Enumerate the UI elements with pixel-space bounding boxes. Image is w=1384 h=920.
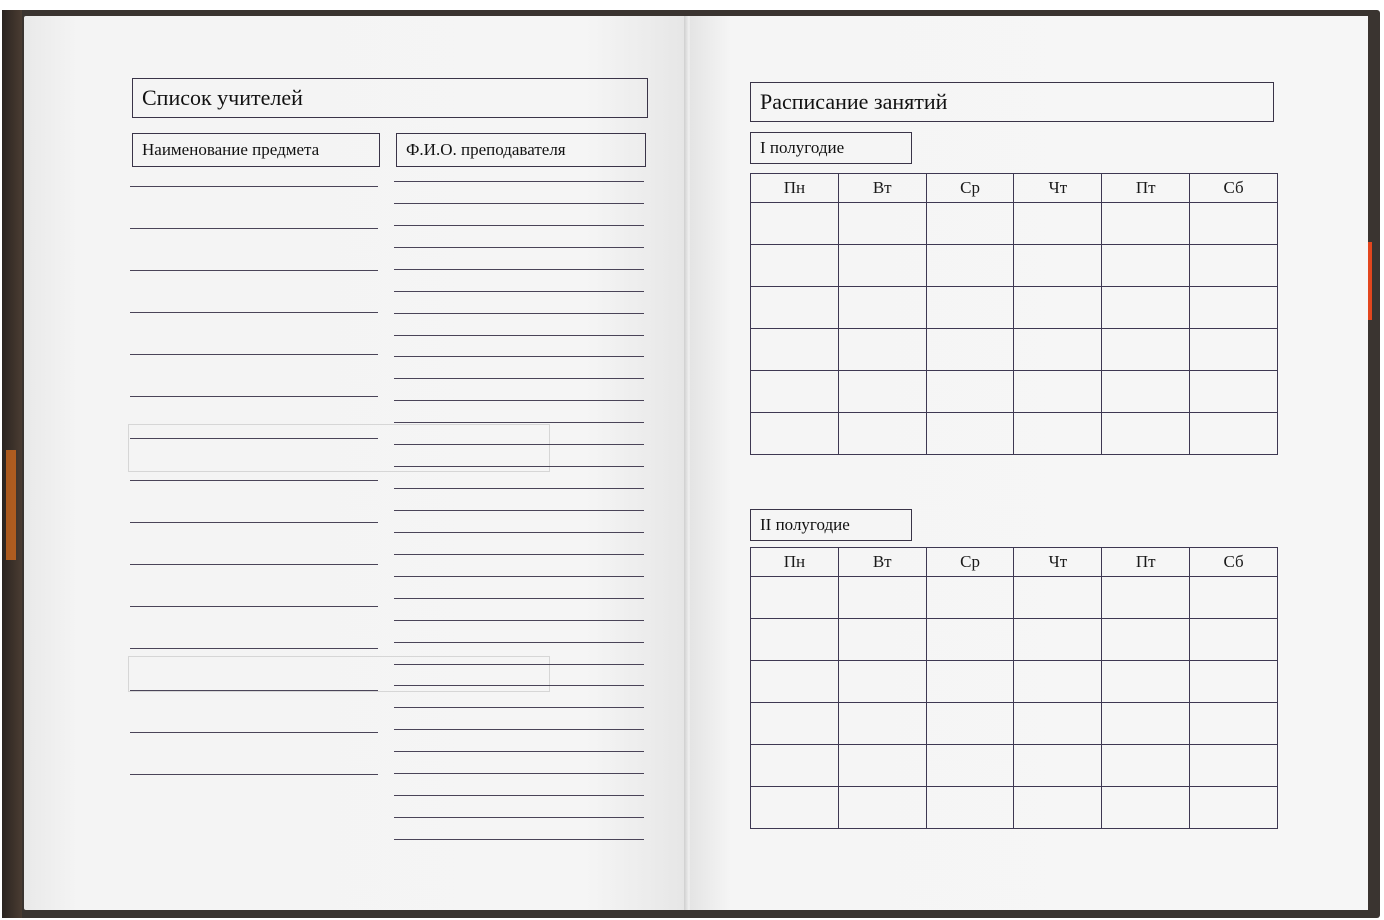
schedule-cell[interactable]: [1102, 577, 1190, 619]
teachers-title: [132, 78, 648, 118]
schedule-cell[interactable]: [926, 329, 1014, 371]
schedule-cell[interactable]: [926, 661, 1014, 703]
schedule-cell[interactable]: [1190, 745, 1278, 787]
writing-line[interactable]: [394, 554, 644, 555]
schedule-cell[interactable]: [751, 371, 839, 413]
day-header: Пт: [1102, 548, 1190, 577]
writing-line[interactable]: [130, 606, 378, 607]
writing-line[interactable]: [130, 438, 378, 439]
day-header: Сб: [1190, 174, 1278, 203]
schedule-cell[interactable]: [1102, 203, 1190, 245]
writing-line[interactable]: [130, 774, 378, 775]
schedule-cell[interactable]: [1014, 329, 1102, 371]
writing-line[interactable]: [130, 564, 378, 565]
second-half-header-row: [751, 548, 1278, 577]
schedule-cell[interactable]: [926, 703, 1014, 745]
writing-line[interactable]: [394, 203, 644, 204]
writing-line[interactable]: [130, 732, 378, 733]
schedule-cell[interactable]: [1190, 413, 1278, 455]
day-header: Ср: [926, 548, 1014, 577]
writing-line[interactable]: [394, 685, 644, 686]
schedule-cell[interactable]: [1190, 203, 1278, 245]
schedule-row: [751, 245, 1278, 287]
schedule-row: [751, 577, 1278, 619]
first-half-label-text: I полугодие: [760, 138, 845, 157]
schedule-cell[interactable]: [926, 371, 1014, 413]
schedule-cell[interactable]: [1014, 619, 1102, 661]
schedule-cell[interactable]: [1190, 577, 1278, 619]
writing-line[interactable]: [394, 400, 644, 401]
schedule-cell[interactable]: [838, 329, 926, 371]
writing-line[interactable]: [394, 817, 644, 818]
schedule-cell[interactable]: [838, 577, 926, 619]
schedule-cell[interactable]: [926, 787, 1014, 829]
schedule-cell[interactable]: [838, 619, 926, 661]
schedule-row: [751, 787, 1278, 829]
schedule-row: [751, 619, 1278, 661]
showthrough-box: [128, 424, 550, 472]
schedule-cell[interactable]: [751, 203, 839, 245]
schedule-cell[interactable]: [1190, 329, 1278, 371]
schedule-cell[interactable]: [1102, 371, 1190, 413]
schedule-cell[interactable]: [838, 787, 926, 829]
writing-line[interactable]: [394, 488, 644, 489]
writing-line[interactable]: [130, 270, 378, 271]
schedule-cell[interactable]: [751, 329, 839, 371]
schedule-cell[interactable]: [751, 619, 839, 661]
writing-line[interactable]: [394, 532, 644, 533]
schedule-cell[interactable]: [751, 287, 839, 329]
schedule-cell[interactable]: [751, 413, 839, 455]
second-half-label-text: II полугодие: [760, 515, 850, 534]
schedule-cell[interactable]: [926, 203, 1014, 245]
schedule-row: [751, 203, 1278, 245]
schedule-cell[interactable]: [838, 245, 926, 287]
writing-line[interactable]: [394, 291, 644, 292]
schedule-cell[interactable]: [838, 703, 926, 745]
schedule-row: [751, 661, 1278, 703]
schedule-cell[interactable]: [751, 745, 839, 787]
schedule-cell[interactable]: [838, 371, 926, 413]
writing-line[interactable]: [394, 620, 644, 621]
writing-line[interactable]: [130, 480, 378, 481]
day-header: Чт: [1014, 174, 1102, 203]
writing-line[interactable]: [394, 664, 644, 665]
writing-line[interactable]: [394, 335, 644, 336]
writing-line[interactable]: [394, 510, 644, 511]
schedule-cell[interactable]: [751, 703, 839, 745]
writing-line[interactable]: [394, 598, 644, 599]
schedule-cell[interactable]: [1102, 329, 1190, 371]
day-header: Сб: [1190, 548, 1278, 577]
schedule-cell[interactable]: [1102, 787, 1190, 829]
first-half-label: [750, 132, 912, 164]
writing-line[interactable]: [394, 422, 644, 423]
second-half-table: [750, 547, 1278, 829]
schedule-cell[interactable]: [926, 577, 1014, 619]
day-header: Пт: [1102, 174, 1190, 203]
schedule-cell[interactable]: [838, 661, 926, 703]
day-header: Вт: [838, 174, 926, 203]
writing-line[interactable]: [394, 356, 644, 357]
writing-line[interactable]: [394, 181, 644, 182]
schedule-cell[interactable]: [1014, 371, 1102, 413]
subject-header-text: Наименование предмета: [142, 140, 320, 159]
writing-line[interactable]: [130, 648, 378, 649]
writing-line[interactable]: [130, 522, 378, 523]
day-header: Ср: [926, 174, 1014, 203]
schedule-cell[interactable]: [1014, 787, 1102, 829]
schedule-cell[interactable]: [1190, 287, 1278, 329]
schedule-cell[interactable]: [1190, 661, 1278, 703]
writing-line[interactable]: [130, 354, 378, 355]
writing-line[interactable]: [130, 690, 378, 691]
writing-line[interactable]: [394, 378, 644, 379]
writing-line[interactable]: [394, 795, 644, 796]
teacher-header: [396, 133, 646, 167]
writing-line[interactable]: [394, 313, 644, 314]
schedule-cell[interactable]: [838, 413, 926, 455]
schedule-row: [751, 745, 1278, 787]
schedule-cell[interactable]: [751, 245, 839, 287]
schedule-cell[interactable]: [926, 245, 1014, 287]
showthrough-box: [128, 656, 550, 692]
schedule-cell[interactable]: [751, 577, 839, 619]
second-half-label: [750, 509, 912, 541]
schedule-row: [751, 287, 1278, 329]
schedule-cell[interactable]: [1102, 661, 1190, 703]
schedule-cell[interactable]: [1014, 287, 1102, 329]
schedule-cell[interactable]: [1190, 245, 1278, 287]
schedule-cell[interactable]: [1102, 413, 1190, 455]
schedule-cell[interactable]: [1190, 787, 1278, 829]
schedule-cell[interactable]: [838, 745, 926, 787]
schedule-row: [751, 371, 1278, 413]
subject-header: [132, 133, 380, 167]
writing-line[interactable]: [394, 751, 644, 752]
day-header: Пн: [751, 174, 839, 203]
day-header: Пн: [751, 548, 839, 577]
writing-line[interactable]: [394, 225, 644, 226]
schedule-row: [751, 329, 1278, 371]
writing-line[interactable]: [130, 186, 378, 187]
first-half-header-row: [751, 174, 1278, 203]
schedule-cell[interactable]: [838, 287, 926, 329]
writing-line[interactable]: [130, 396, 378, 397]
schedule-cell[interactable]: [1102, 703, 1190, 745]
schedule-cell[interactable]: [926, 619, 1014, 661]
schedule-row: [751, 413, 1278, 455]
teachers-title-text: Список учителей: [142, 85, 303, 110]
schedule-cell[interactable]: [1102, 245, 1190, 287]
first-half-table: [750, 173, 1278, 455]
schedule-row: [751, 703, 1278, 745]
schedule-cell[interactable]: [1190, 619, 1278, 661]
schedule-title: [750, 82, 1274, 122]
schedule-cell[interactable]: [1102, 619, 1190, 661]
writing-line[interactable]: [394, 576, 644, 577]
day-header: Чт: [1014, 548, 1102, 577]
schedule-cell[interactable]: [1014, 245, 1102, 287]
writing-line[interactable]: [394, 729, 644, 730]
schedule-cell[interactable]: [1190, 703, 1278, 745]
schedule-cell[interactable]: [751, 661, 839, 703]
writing-line[interactable]: [394, 839, 644, 840]
schedule-cell[interactable]: [1190, 371, 1278, 413]
left-page: [24, 16, 686, 910]
writing-line[interactable]: [130, 228, 378, 229]
schedule-cell[interactable]: [1014, 661, 1102, 703]
right-page: [690, 16, 1368, 910]
writing-line[interactable]: [394, 707, 644, 708]
teacher-header-text: Ф.И.О. преподавателя: [406, 140, 566, 159]
schedule-cell[interactable]: [1014, 203, 1102, 245]
schedule-cell[interactable]: [1102, 287, 1190, 329]
cover-accent: [6, 450, 16, 560]
schedule-title-text: Расписание занятий: [760, 89, 948, 114]
schedule-cell[interactable]: [926, 745, 1014, 787]
writing-line[interactable]: [394, 642, 644, 643]
schedule-cell[interactable]: [1014, 413, 1102, 455]
writing-line[interactable]: [130, 312, 378, 313]
schedule-cell[interactable]: [838, 203, 926, 245]
schedule-cell[interactable]: [1102, 745, 1190, 787]
schedule-cell[interactable]: [926, 413, 1014, 455]
schedule-cell[interactable]: [926, 287, 1014, 329]
schedule-cell[interactable]: [1014, 745, 1102, 787]
schedule-cell[interactable]: [1014, 577, 1102, 619]
writing-line[interactable]: [394, 773, 644, 774]
writing-line[interactable]: [394, 466, 644, 467]
schedule-cell[interactable]: [1014, 703, 1102, 745]
day-header: Вт: [838, 548, 926, 577]
schedule-cell[interactable]: [751, 787, 839, 829]
writing-line[interactable]: [394, 247, 644, 248]
writing-line[interactable]: [394, 269, 644, 270]
writing-line[interactable]: [394, 444, 644, 445]
